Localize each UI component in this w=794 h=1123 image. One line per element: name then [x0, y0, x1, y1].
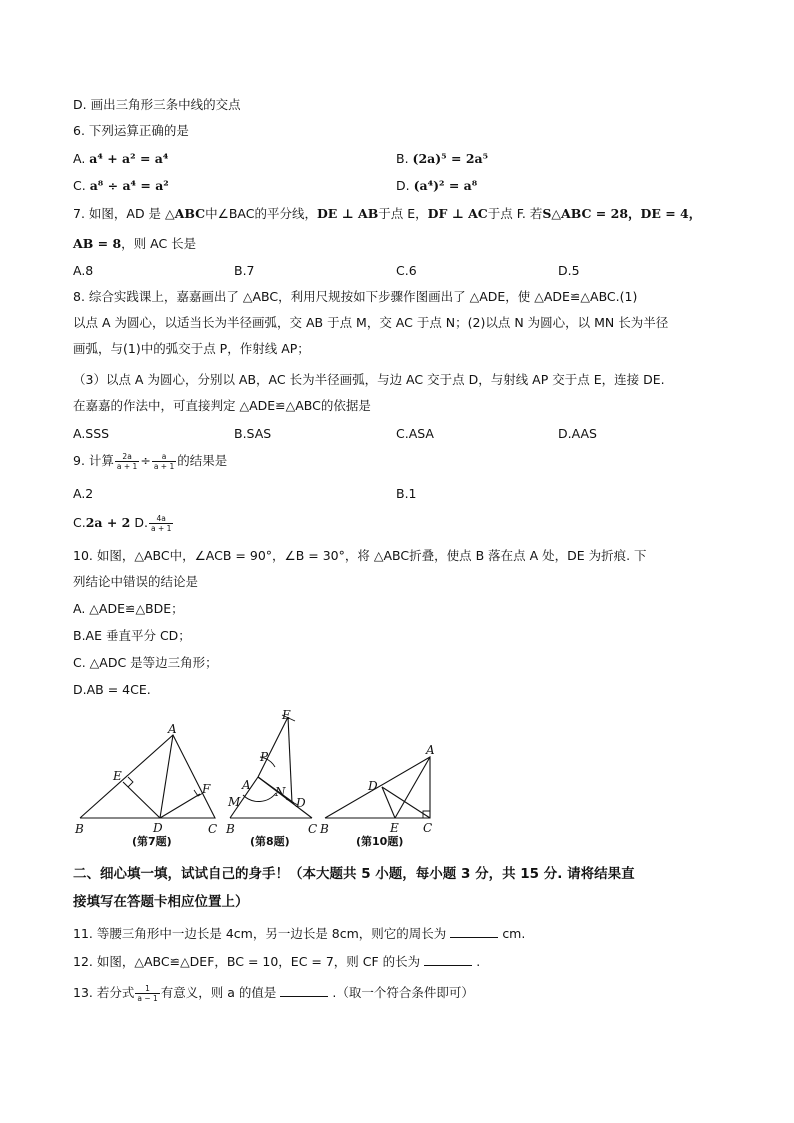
q10-option-c: C. △ADC 是等边三角形； — [73, 655, 218, 670]
section-2-heading-line1: 二、细心填一填，试试自己的身手！（本大题共 5 小题，每小题 3 分，共 15 分. 请将结果直 — [73, 866, 635, 882]
q7-stem-line2: AB = 8，则 AC 长是 — [73, 236, 197, 251]
q8-stem-line5: 在嘉嘉的作法中，可直接判定 △ADE≌△ABC的依据是 — [73, 398, 371, 413]
fig10-label: B — [320, 822, 329, 836]
q7-stem-line1: 7. 如图，AD 是 △ABC中∠BAC的平分线，DE ⊥ AB于点 E，DF ⊥ AC于点 F. 若S△ABC = 28，DE = 4， — [73, 206, 702, 221]
q7-option-b: B.7 — [234, 263, 255, 278]
q8-option-b: B.SAS — [234, 426, 272, 441]
fig7-label: C — [208, 822, 218, 836]
figure-10 — [319, 743, 435, 848]
fig7-caption: (第7题) — [132, 835, 172, 848]
fig10-caption: (第10题) — [356, 835, 404, 848]
figure-7 — [74, 722, 217, 848]
figures-strip — [70, 705, 450, 850]
q10-option-d: D.AB = 4CE. — [73, 682, 151, 697]
q9-option-d-fraction: $\frac{4a}{a + 1}$ — [150, 514, 172, 533]
fig8-label: B — [226, 822, 235, 836]
q8-stem-line2: 以点 A 为圆心，以适当长为半径画弧，交 AB 于点 M，交 AC 于点 N；(2)以点 N 为圆心，以 MN 长为半径 — [73, 315, 669, 330]
q9-stem: 9. 计算 $\frac{2a}{a + 1}$ ÷ $\frac{a}{a + 1}$ 的结果是 — [73, 452, 228, 471]
fig7-label: E — [113, 769, 122, 783]
section-2-heading-line2: 接填写在答题卡相应位置上） — [73, 894, 249, 910]
q9-option-b: B.1 — [396, 486, 417, 501]
q7-option-c: C.6 — [396, 263, 417, 278]
q8-stem-line4: （3）以点 A 为圆心，分别以 AB，AC 长为半径画弧，与边 AC 交于点 D，与射线 AP 交于点 E，连接 DE. — [73, 372, 665, 387]
q8-option-c: C.ASA — [396, 426, 434, 441]
fig8-label: P — [260, 750, 269, 764]
fig7-label: A — [168, 722, 177, 736]
q5-option-d: D. 画出三角形三条中线的交点 — [73, 97, 241, 112]
q8-option-d: D.AAS — [558, 426, 597, 441]
q6-option-a: A. a⁴ + a² = a⁴ — [73, 151, 169, 166]
q6-stem: 6. 下列运算正确的是 — [73, 123, 189, 138]
q7-option-d: D.5 — [558, 263, 580, 278]
q8-stem-line1: 8. 综合实践课上，嘉嘉画出了 △ABC，利用尺规按如下步骤作图画出了 △ADE，使 △ADE≌△ABC.(1) — [73, 289, 638, 304]
q12: 12. 如图，△ABC≌△DEF，BC = 10，EC = 7，则 CF 的长为 . — [73, 954, 481, 969]
q6-option-b: B. (2a)⁵ = 2a⁵ — [396, 151, 489, 166]
q13-answer-blank[interactable] — [280, 984, 328, 997]
q9-fraction-2: $\frac{a}{a + 1}$ — [153, 452, 175, 471]
q8-option-a: A.SSS — [73, 426, 110, 441]
fig8-label: M — [228, 795, 241, 809]
fig8-label: D — [296, 796, 306, 810]
q12-answer-blank[interactable] — [424, 953, 472, 966]
q11: 11. 等腰三角形中一边长是 4cm，另一边长是 8cm，则它的周长为 cm. — [73, 926, 526, 941]
q10-option-a: A. △ADE≌△BDE； — [73, 601, 184, 616]
q13: 13. 若分式 $\frac{1}{a - 1}$ 有意义，则 a 的值是 .（取一个符合条件即可） — [73, 984, 474, 1003]
q10-stem-line1: 10. 如图，△ABC中，∠ACB = 90°，∠B = 30°，将 △ABC折叠，使点 B 落在点 A 处，DE 为折痕. 下 — [73, 548, 647, 563]
q8-stem-line3: 画弧，与(1)中的弧交于点 P，作射线 AP； — [73, 341, 310, 356]
fig10-label: D — [368, 779, 378, 793]
q9-fraction-1: $\frac{2a}{a + 1}$ — [116, 452, 138, 471]
fig8-label: E — [282, 708, 291, 722]
figure-8 — [225, 708, 317, 848]
fig10-label: C — [423, 821, 433, 835]
fig8-label: N — [275, 785, 286, 799]
q6-option-c: C. a⁸ ÷ a⁴ = a² — [73, 178, 169, 193]
q11-answer-blank[interactable] — [450, 925, 498, 938]
q9-option-c-d: C.2a + 2 D. $\frac{4a}{a + 1}$ — [73, 514, 172, 533]
q9-option-a: A.2 — [73, 486, 94, 501]
fig10-label: E — [390, 821, 399, 835]
fig7-label: B — [75, 822, 84, 836]
q6-option-d: D. (a⁴)² = a⁸ — [396, 178, 478, 193]
fig7-label: F — [202, 782, 211, 796]
fig8-label: C — [308, 822, 318, 836]
q10-stem-line2: 列结论中错误的结论是 — [73, 574, 199, 589]
fig8-caption: (第8题) — [250, 835, 290, 848]
fig10-label: A — [426, 743, 435, 757]
q10-option-b: B.AE 垂直平分 CD； — [73, 628, 191, 643]
q13-fraction: $\frac{1}{a - 1}$ — [137, 984, 158, 1003]
fig7-label: D — [153, 821, 163, 835]
fig8-label: A — [242, 778, 251, 792]
q7-option-a: A.8 — [73, 263, 94, 278]
